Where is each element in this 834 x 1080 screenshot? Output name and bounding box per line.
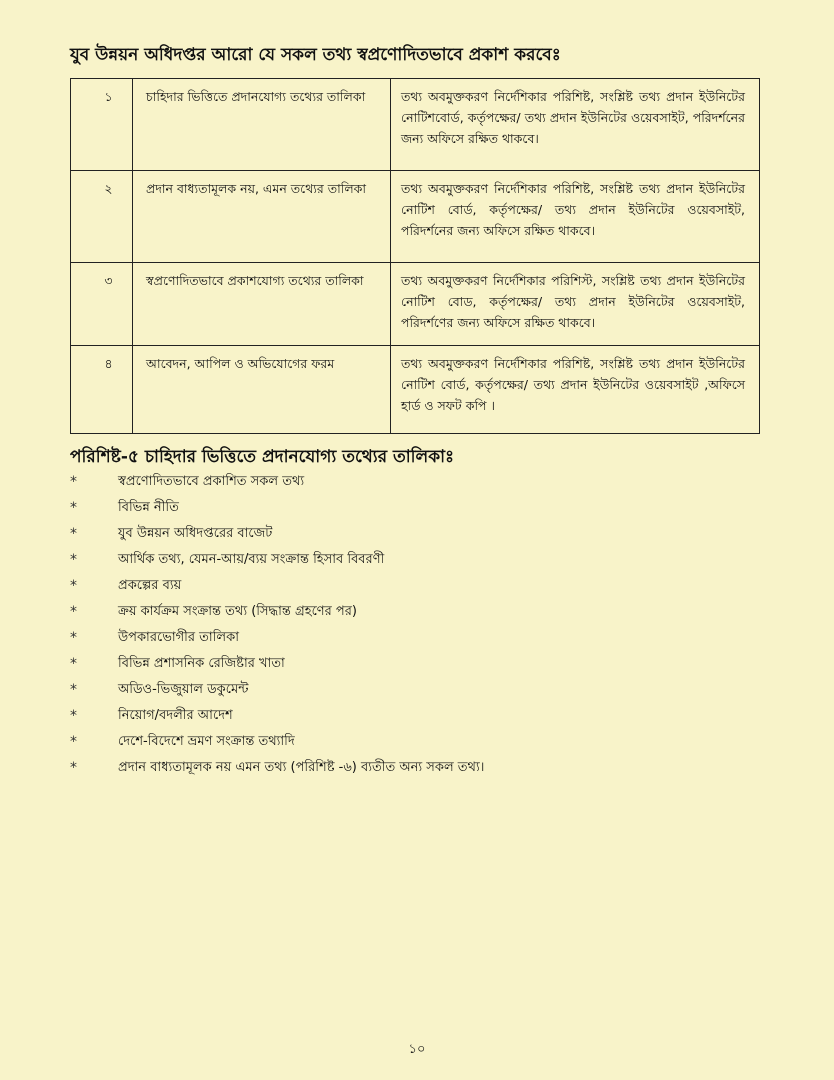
asterisk-bullet-icon: *: [70, 708, 77, 724]
list-item-text: যুব উন্নয়ন অধিদপ্তরের বাজেট: [118, 525, 273, 541]
list-item: [70, 703, 484, 729]
asterisk-bullet-icon: *: [70, 552, 77, 568]
list-item-text: ক্রয় কার্যক্রম সংক্রান্ত তথ্য (সিদ্ধান্ত গ্রহণের পর): [118, 603, 357, 619]
table-row: [71, 346, 760, 434]
asterisk-bullet-icon: *: [70, 604, 77, 620]
serial-cell: ১: [71, 79, 133, 171]
name-cell: প্রদান বাধ্যতামূলক নয়, এমন তথ্যের তালিকা: [133, 171, 391, 263]
list-item-text: উপকারভোগীর তালিকা: [118, 629, 239, 645]
description-cell: তথ্য অবমুক্তকরণ নির্দেশিকার পরিশিষ্ট, সংশ্লিষ্ট তথ্য প্রদান ইউনিটের নোটিশ বোর্ড, কর্তৃপক্ষের/ তথ্য প্রদান ইউনিটের ওয়েবসাইট ,অফিসে হার্ড ও সফট কপি ।: [391, 346, 760, 434]
table-row: [71, 171, 760, 263]
asterisk-bullet-icon: *: [70, 656, 77, 672]
list-item: [70, 469, 484, 495]
asterisk-bullet-icon: *: [70, 760, 77, 776]
description-cell: তথ্য অবমুক্তকরণ নির্দেশিকার পরিশিষ্ট, সংশ্লিষ্ট তথ্য প্রদান ইউনিটের নোটিশ বোর্ড, কর্তৃপক্ষের/ তথ্য প্রদান ইউনিটের ওয়েবসাইট, পরিদর্শনের জন্য অফিসে রক্ষিত থাকবে।: [391, 171, 760, 263]
list-item-text: বিভিন্ন প্রশাসনিক রেজিষ্টার খাতা: [118, 655, 285, 671]
list-item: [70, 547, 484, 573]
table-row: [71, 263, 760, 346]
description-cell: তথ্য অবমুক্তকরণ নির্দেশিকার পরিশিস্ট, সংশ্লিষ্ট তথ্য প্রদান ইউনিটের নোটিশ বোড, কর্তৃপক্ষের/ তথ্য প্রদান ইউনিটের ওয়েবসাইট, পরিদর্শণের জন্য অফিসে রক্ষিত থাকবে।: [391, 263, 760, 346]
asterisk-bullet-icon: *: [70, 682, 77, 698]
page-number: ১০: [408, 1042, 426, 1057]
serial-cell: ২: [71, 171, 133, 263]
table-row: [71, 79, 760, 171]
list-item: [70, 521, 484, 547]
description-cell: তথ্য অবমুক্তকরণ নির্দেশিকার পরিশিষ্ট, সংশ্লিষ্ট তথ্য প্রদান ইউনিটের নোটিশবোর্ড, কর্তৃপক্ষের/ তথ্য প্রদান ইউনিটের ওয়েবসাইট, পরিদর্শনের জন্য অফিসে রক্ষিত থাকবে।: [391, 79, 760, 171]
list-item: [70, 677, 484, 703]
asterisk-bullet-icon: *: [70, 474, 77, 490]
list-item: [70, 651, 484, 677]
list-item: [70, 729, 484, 755]
list-item-text: নিয়োগ/বদলীর আদেশ: [118, 707, 233, 723]
asterisk-bullet-icon: *: [70, 526, 77, 542]
list-item: [70, 625, 484, 651]
list-item-text: প্রদান বাধ্যতামূলক নয় এমন তথ্য (পরিশিষ্ট -৬) ব্যতীত অন্য সকল তথ্য।: [118, 759, 485, 775]
name-cell: আবেদন, আপিল ও অভিযোগের ফরম: [133, 346, 391, 434]
list-item-text: অডিও-ভিজুয়াল ডকুমেন্ট: [118, 681, 249, 697]
page-heading: যুব উন্নয়ন অধিদপ্তর আরো যে সকল তথ্য স্বপ্রণোদিতভাবে প্রকাশ করবেঃ: [70, 45, 561, 65]
list-item-text: স্বপ্রণোদিতভাবে প্রকাশিত সকল তথ্য: [118, 473, 305, 489]
asterisk-bullet-icon: *: [70, 734, 77, 750]
information-table: [70, 78, 760, 434]
asterisk-bullet-icon: *: [70, 578, 77, 594]
list-item-text: আর্থিক তথ্য, যেমন-আয়/ব্যয় সংক্রান্ত হিসাব বিবরণী: [118, 551, 385, 567]
name-cell: স্বপ্রণোদিতভাবে প্রকাশযোগ্য তথ্যের তালিকা: [133, 263, 391, 346]
list-item: [70, 755, 484, 781]
list-item-text: প্রকল্পের ব্যয়: [118, 577, 182, 593]
asterisk-bullet-icon: *: [70, 500, 77, 516]
list-item: [70, 599, 484, 625]
list-item-text: বিভিন্ন নীতি: [118, 499, 179, 515]
list-item: [70, 495, 484, 521]
serial-cell: ৪: [71, 346, 133, 434]
list-item: [70, 573, 484, 599]
list-item-text: দেশে-বিদেশে ভ্রমণ সংক্রান্ত তথ্যাদি: [118, 733, 295, 749]
section-heading: পরিশিষ্ট-৫ চাহিদার ভিত্তিতে প্রদানযোগ্য তথ্যের তালিকাঃ: [70, 447, 455, 467]
bullet-list: [70, 469, 484, 781]
serial-cell: ৩: [71, 263, 133, 346]
name-cell: চাহিদার ভিত্তিতে প্রদানযোগ্য তথ্যের তালিকা: [133, 79, 391, 171]
asterisk-bullet-icon: *: [70, 630, 77, 646]
